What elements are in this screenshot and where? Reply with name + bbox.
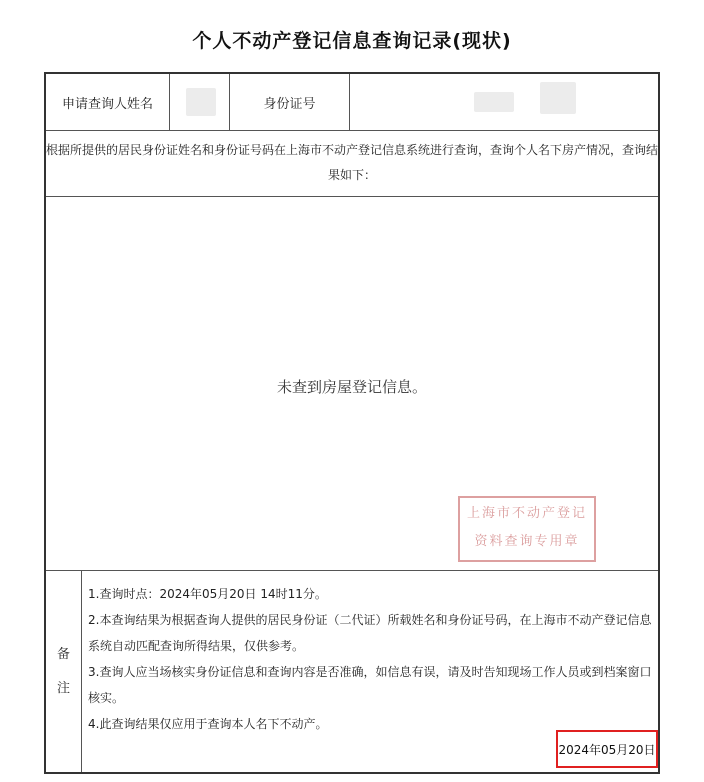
note-item-3b: 核实。 — [88, 691, 125, 705]
intro-line-1: 根据所提供的居民身份证姓名和身份证号码在上海市不动产登记信息系统进行查询，查询个人名下房产情况，查询结 — [46, 143, 659, 157]
issue-date: 2024年05月20日 — [556, 730, 658, 768]
result-area — [46, 198, 658, 571]
query-intro — [46, 131, 658, 197]
id-number-value — [350, 74, 658, 130]
redacted-id-part-2 — [540, 82, 576, 114]
applicant-row — [46, 74, 658, 131]
notes-label — [46, 571, 82, 772]
id-number-label: 身份证号 — [230, 74, 350, 130]
note-item-2b: 系统自动匹配查询所得结果，仅供参考。 — [88, 639, 305, 653]
intro-line-2: 果如下： — [327, 168, 376, 182]
applicant-name-value — [170, 74, 230, 130]
notes-body — [88, 581, 653, 737]
redacted-name — [186, 88, 216, 116]
note-item-4: 4.此查询结果仅应用于查询本人名下不动产。 — [88, 717, 328, 731]
redacted-id-part-1 — [474, 92, 514, 112]
official-seal — [458, 496, 596, 562]
note-item-1: 1.查询时点：2024年05月20日 14时11分。 — [88, 587, 327, 601]
applicant-name-label: 申请查询人姓名 — [46, 74, 170, 130]
seal-line-1: 上海市不动产登记 — [466, 506, 587, 521]
notes-section — [46, 571, 658, 772]
seal-line-2: 资料查询专用章 — [474, 534, 580, 549]
note-item-3a: 3.查询人应当场核实身份证信息和查询内容是否准确，如信息有误，请及时告知现场工作人员或到档案窗口 — [88, 665, 652, 679]
record-form — [44, 72, 660, 774]
page-title: 个人不动产登记信息查询记录(现状) — [192, 30, 512, 52]
result-text: 未查到房屋登记信息。 — [276, 378, 427, 396]
notes-label-2: 注 — [56, 680, 70, 696]
note-item-2a: 2.本查询结果为根据查询人提供的居民身份证（二代证）所载姓名和身份证号码，在上海市不动产登记信息 — [88, 613, 652, 627]
notes-label-1: 备 — [56, 646, 70, 662]
